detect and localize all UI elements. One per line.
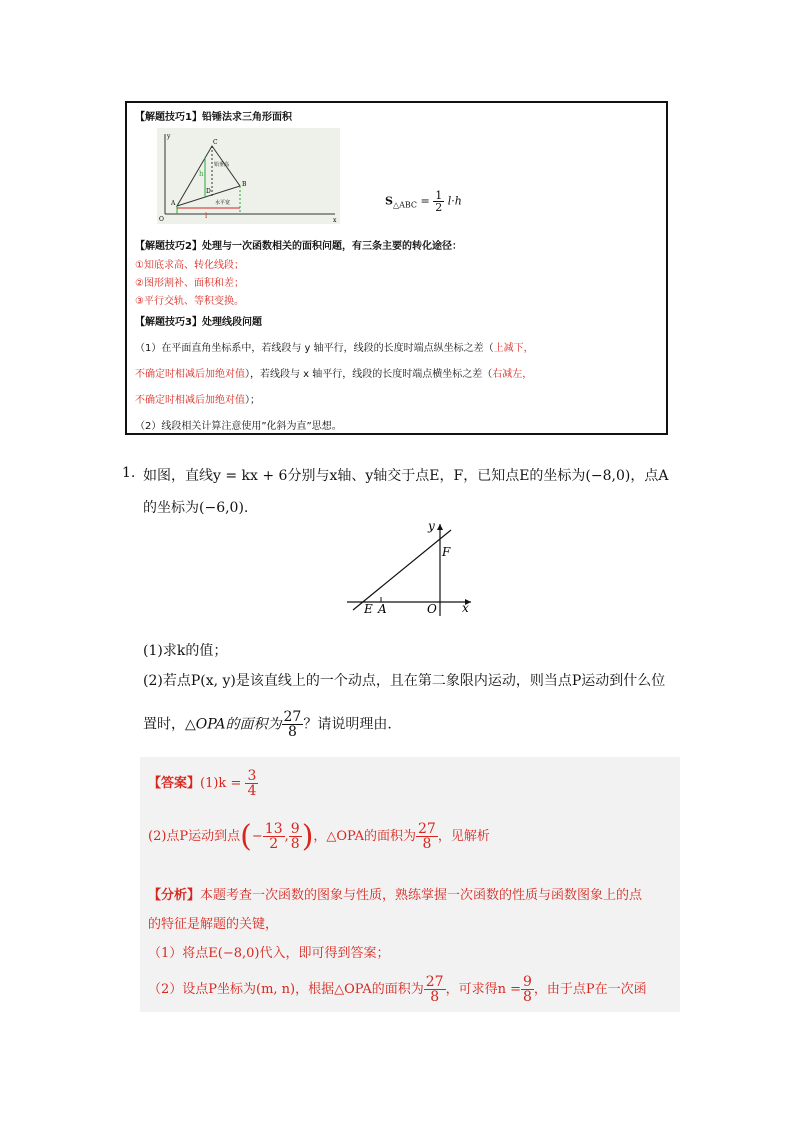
fig-label-l: l	[205, 212, 208, 220]
graph-label-y: y	[428, 519, 435, 533]
fig-label-B: B	[242, 181, 247, 188]
a2-x-fraction: $\frac{13}{2}$	[264, 821, 283, 852]
problem-number: 1.	[122, 465, 136, 481]
graph-label-A: A	[378, 602, 387, 616]
tip3-line3: 不确定时相减后加绝对值）；	[135, 395, 260, 406]
analysis-step1: （1）将点E(−8,0)代入，即可得到答案；	[148, 946, 390, 961]
problem-line2: 的坐标为(−6,0).	[143, 500, 249, 516]
analysis-line1: 【分析】本题考查一次函数的图象与性质，熟练掌握一次函数的性质与函数图象上的点	[148, 888, 643, 903]
fig-label-D: D	[206, 188, 211, 195]
tip2-item-2: ②图形割补、面积和差；	[135, 278, 244, 289]
formula-frac: $\frac{1}{2}$	[435, 189, 443, 214]
tips-box	[125, 101, 668, 435]
question-2-line2: 置时，△OPA的面积为 $\frac{27}{8}$ ？请说明理由.	[143, 709, 392, 740]
formula-rest: l·h	[447, 194, 462, 208]
tip3-line2: 不确定时相减后加绝对值），若线段与 x 轴平行，线段的长度时端点横坐标之差（右减左，	[135, 369, 533, 380]
formula-eq: =	[420, 194, 430, 208]
triangle-diagram	[157, 128, 340, 224]
fig-label-O: O	[159, 216, 164, 223]
answer-box	[140, 757, 680, 1012]
q2-fraction: $\frac{27}{8}$	[283, 709, 302, 740]
tip3-title: 【解题技巧3】处理线段问题	[135, 317, 262, 328]
fig-label-x: x	[333, 217, 337, 224]
analysis-step2: （2）设点P坐标为(m, n)，根据△OPA的面积为 $\frac{27}{8}$ ，可求得n = $\frac{9}{8}$ ，由于点P在一次函	[148, 974, 647, 1005]
fig-label-h: h	[199, 170, 204, 178]
answer-2: (2)点P运动到点(− $\frac{13}{2}$ , $\frac{9}{8}$ )，△OPA的面积为 $\frac{27}{8}$ ，见解析	[148, 819, 490, 854]
a2-area-fraction: $\frac{27}{8}$	[418, 821, 436, 852]
fig-label-C: C	[213, 139, 218, 146]
graph-label-F: F	[442, 545, 451, 559]
tip2-title: 【解题技巧2】处理与一次函数相关的面积问题，有三条主要的转化途径：	[135, 241, 462, 252]
tip2-item-3: ③平行交轨、等积变换。	[135, 296, 244, 307]
formula-s: S	[385, 194, 393, 208]
fig-label-y: y	[167, 133, 171, 140]
problem-line1: 如图，直线y = kx + 6分别与x轴、y轴交于点E，F，已知点E的坐标为(−8,0)，点A	[143, 468, 669, 484]
question-1: (1)求k的值；	[143, 643, 228, 659]
tip3-line1: （1）在平面直角坐标系中，若线段与 y 轴平行，线段的长度时端点纵坐标之差（上减下，	[135, 343, 534, 354]
line-graph-svg	[345, 518, 475, 618]
tip1-figure	[157, 128, 340, 224]
problem-graph	[345, 518, 475, 618]
fig-label-horizontal: 水平宽	[215, 200, 231, 206]
a2-y-fraction: $\frac{9}{8}$	[290, 821, 300, 852]
tip3-line4: （2）线段相关计算注意使用”化斜为直”思想。	[135, 421, 342, 432]
fig-label-vertical: 铅垂高	[214, 162, 230, 168]
area-formula	[385, 190, 462, 213]
tip2-item-1: ①知底求高、转化线段；	[135, 260, 244, 271]
graph-label-E: E	[364, 602, 373, 616]
question-2-line1: (2)若点P(x, y)是该直线上的一个动点，且在第二象限内运动，则当点P运动到什么位	[143, 673, 666, 689]
a1-fraction: $\frac{3}{4}$	[247, 768, 257, 799]
answer-label: 【答案】	[148, 776, 201, 791]
tip1-title: 【解题技巧1】铅锤法求三角形面积	[135, 112, 292, 123]
formula-sub: △ABC	[392, 200, 418, 210]
graph-label-x: x	[462, 601, 469, 615]
graph-label-O: O	[427, 602, 437, 616]
analysis-line2: 的特征是解题的关键，	[148, 917, 279, 932]
fig-label-A: A	[171, 200, 176, 207]
answer-1: 【答案】(1)k = $\frac{3}{4}$	[148, 768, 257, 799]
